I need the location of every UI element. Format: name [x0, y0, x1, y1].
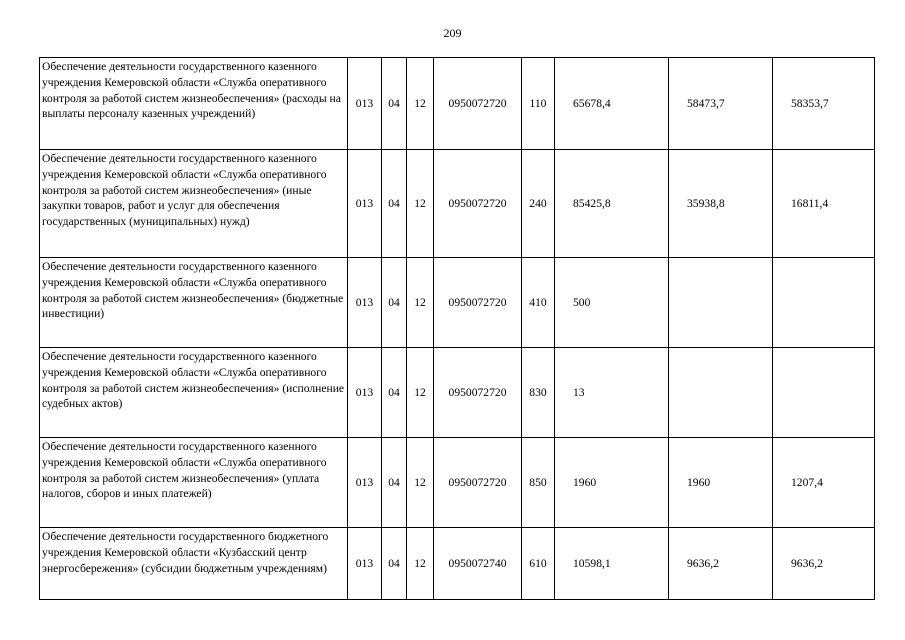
amount-year-3: 58353,7 [773, 58, 875, 150]
section-code: 04 [382, 438, 407, 528]
amount-year-1: 10598,1 [555, 528, 669, 600]
expense-type-code: 830 [522, 348, 555, 438]
subsection-code: 12 [407, 528, 434, 600]
ministry-code: 013 [348, 348, 382, 438]
expense-type-code: 850 [522, 438, 555, 528]
section-code: 04 [382, 58, 407, 150]
subsection-code: 12 [407, 438, 434, 528]
target-article-code: 0950072720 [434, 150, 522, 258]
target-article-code: 0950072740 [434, 528, 522, 600]
ministry-code: 013 [348, 528, 382, 600]
amount-year-3: 1207,4 [773, 438, 875, 528]
amount-year-1: 85425,8 [555, 150, 669, 258]
target-article-code: 0950072720 [434, 438, 522, 528]
amount-year-3: 9636,2 [773, 528, 875, 600]
amount-year-3 [773, 348, 875, 438]
table-row [40, 438, 875, 528]
amount-year-2 [669, 348, 773, 438]
ministry-code: 013 [348, 58, 382, 150]
amount-year-1: 1960 [555, 438, 669, 528]
target-article-code: 0950072720 [434, 258, 522, 348]
amount-year-1: 500 [555, 258, 669, 348]
expense-type-code: 610 [522, 528, 555, 600]
table-row [40, 58, 875, 150]
table-row [40, 528, 875, 600]
table-row [40, 348, 875, 438]
budget-table [39, 57, 875, 600]
amount-year-2 [669, 258, 773, 348]
subsection-code: 12 [407, 58, 434, 150]
target-article-code: 0950072720 [434, 348, 522, 438]
target-article-code: 0950072720 [434, 58, 522, 150]
amount-year-3 [773, 258, 875, 348]
row-description: Обеспечение деятельности государственного казенного учреждения Кемеровской области «Служба оперативного контроля за работой систем жизнеобеспечения» (уплата налогов, сборов и иных платежей) [40, 438, 348, 528]
table-row [40, 258, 875, 348]
ministry-code: 013 [348, 150, 382, 258]
amount-year-1: 65678,4 [555, 58, 669, 150]
row-description: Обеспечение деятельности государственного казенного учреждения Кемеровской области «Служба оперативного контроля за работой систем жизнеобеспечения» (расходы на выплаты персоналу казенных учреждений) [40, 58, 348, 150]
section-code: 04 [382, 150, 407, 258]
subsection-code: 12 [407, 348, 434, 438]
section-code: 04 [382, 528, 407, 600]
amount-year-1: 13 [555, 348, 669, 438]
row-description: Обеспечение деятельности государственного бюджетного учреждения Кемеровской области «Кузбасский центр энергосбережения» (субсидии бюджетным учреждениям) [40, 528, 348, 600]
row-description: Обеспечение деятельности государственного казенного учреждения Кемеровской области «Служба оперативного контроля за работой систем жизнеобеспечения» (исполнение судебных актов) [40, 348, 348, 438]
subsection-code: 12 [407, 258, 434, 348]
ministry-code: 013 [348, 258, 382, 348]
ministry-code: 013 [348, 438, 382, 528]
amount-year-3: 16811,4 [773, 150, 875, 258]
table-row [40, 150, 875, 258]
amount-year-2: 35938,8 [669, 150, 773, 258]
section-code: 04 [382, 258, 407, 348]
expense-type-code: 240 [522, 150, 555, 258]
page-number: 209 [443, 26, 462, 40]
amount-year-2: 1960 [669, 438, 773, 528]
expense-type-code: 410 [522, 258, 555, 348]
subsection-code: 12 [407, 150, 434, 258]
expense-type-code: 110 [522, 58, 555, 150]
amount-year-2: 9636,2 [669, 528, 773, 600]
amount-year-2: 58473,7 [669, 58, 773, 150]
section-code: 04 [382, 348, 407, 438]
row-description: Обеспечение деятельности государственного казенного учреждения Кемеровской области «Служба оперативного контроля за работой систем жизнеобеспечения» (бюджетные инвестиции) [40, 258, 348, 348]
row-description: Обеспечение деятельности государственного казенного учреждения Кемеровской области «Служба оперативного контроля за работой систем жизнеобеспечения» (иные закупки товаров, работ и услуг для обеспечения государственных (муниципальных) нужд) [40, 150, 348, 258]
